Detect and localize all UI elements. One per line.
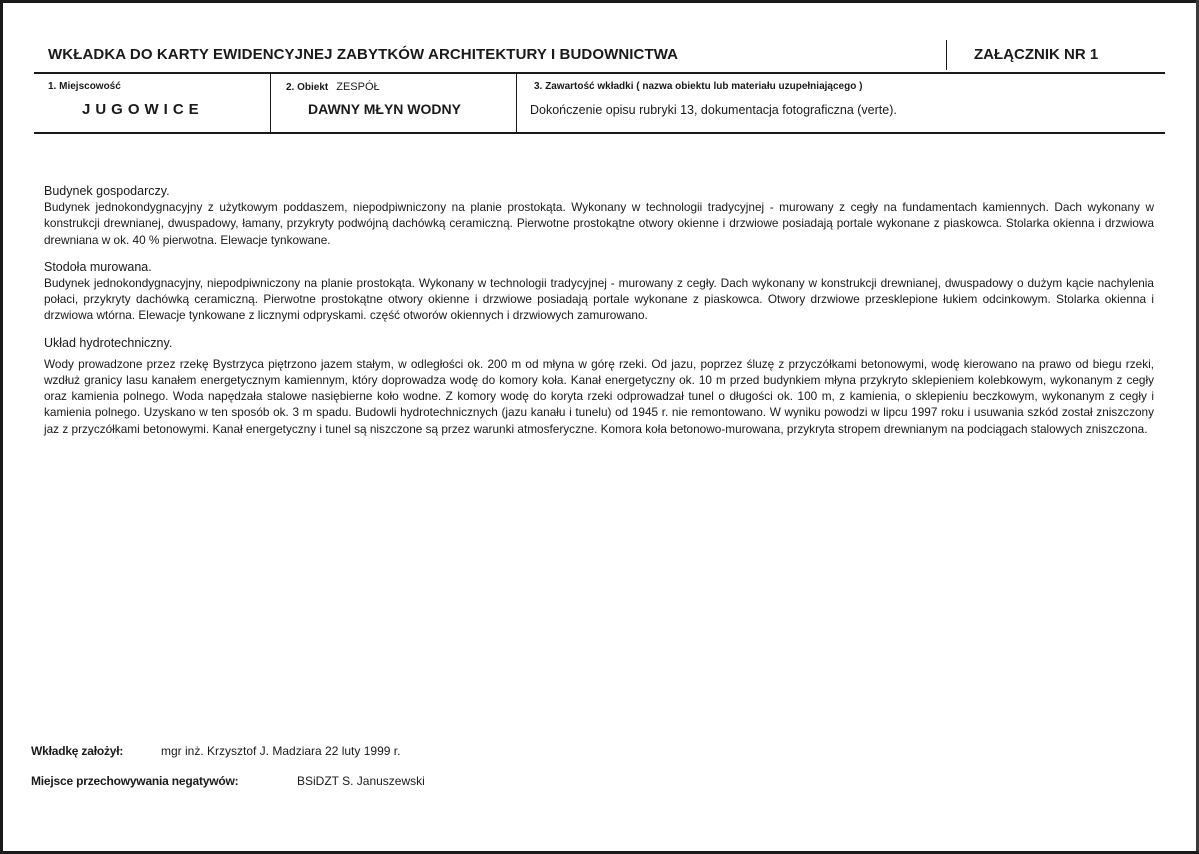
- object-label: 2. Obiekt: [286, 82, 329, 93]
- town-label: 1. Miejscowość: [48, 81, 121, 92]
- annex-number: ZAŁĄCZNIK NR 1: [974, 46, 1099, 63]
- contents-value: Dokończenie opisu rubryki 13, dokumentacja fotograficzna (verte).: [530, 103, 897, 117]
- form-title: WKŁADKA DO KARTY EWIDENCYJNEJ ZABYTKÓW ARCHITEKTURY I BUDOWNICTWA: [48, 46, 679, 63]
- header-rule: [34, 72, 1165, 74]
- object-label-group: [286, 81, 380, 93]
- fields-rule: [34, 132, 1165, 134]
- object-value: DAWNY MŁYN WODNY: [308, 101, 461, 117]
- storage-row: [31, 774, 425, 788]
- frame-left-border: [0, 0, 3, 854]
- section-title-farm-building: Budynek gospodarczy.: [44, 184, 170, 198]
- field-divider-2: [516, 73, 517, 133]
- field-divider-1: [270, 73, 271, 133]
- town-value: JUGOWICE: [82, 101, 204, 118]
- section-body-farm-building: Budynek jednokondygnacyjny z użytkowym poddaszem, niepodpiwniczony na planie prostokąta. Wykonany w technologii tradycyjnej - murowany z cegły na fundamentach kamiennych. Dach wykonany w konstrukcji drewnianej, dwuspadowy, łamany, przykryty podwójną dachówką ceramiczną. Pierwotne prostokątne otwory okienne i drzwiowe posiadają portale wykonane z piaskowca. Stolarka okienna i drzwiowa drewniana w ok. 40 % pierwotna. Elewacje tynkowane.: [44, 200, 1154, 247]
- header-divider: [946, 40, 947, 70]
- storage-value: BSiDZT S. Januszewski: [297, 774, 425, 788]
- storage-label: Miejsce przechowywania negatywów:: [31, 774, 239, 788]
- section-title-barn: Stodoła murowana.: [44, 259, 152, 274]
- description-body: [44, 183, 1154, 437]
- frame-top-border: [0, 0, 1199, 3]
- section-body-hydro: Wody prowadzone przez rzekę Bystrzyca piętrzono jazem stałym, w odległości ok. 200 m od młyna w górę rzeki. Od jazu, poprzez śluzę z przyczółkami betonowymi, wodę kierowano na prawo od biegu rzeki, wzdłuż granicy lasu kanałem energetycznym kamiennym, który doprowadza wodę do komory koła. Kanał energetyczny ok. 10 m przed budynkiem młyna przykryto sklepieniem kolebkowym, wykonanym z cegły oraz kamienia polnego. Woda napędzała stalowe nasiębierne koło wodne. Z komory wodę do koryta rzeki odprowadzał tunel o długości ok. 100 m, z kamienia, o sklepieniu beczkowym, wykonanym z cegły i kamienia polnego. Uzyskano w ten sposób ok. 3 m spadu. Budowli hydrotechnicznych (jazu kanału i tunelu) od 1945 r. nie remontowano. W wyniku powodzi w lipcu 1997 roku i usuwania szkód został zniszczony jaz z przyczółkami betonowymi. Kanał energetyczny i tunel są niszczone są przez warunki atmosferyczne. Komora koła betonowo-murowana, przykryta stropem drewnianym na podciągach stalowych zniszczona.: [44, 356, 1154, 436]
- author-label: Wkładkę założył:: [31, 744, 124, 758]
- contents-label: 3. Zawartość wkładki ( nazwa obiektu lub materiału uzupełniającego ): [534, 81, 863, 92]
- section-body-barn: Budynek jednokondygnacyjny, niepodpiwniczony na planie prostokąta. Wykonany w technologii tradycyjnej - murowany z cegły. Dach wykonany w konstrukcji drewnianej, dwuspadowy o dużym kącie nachylenia połaci, przykryty dachówką ceramiczną. Pierwotne prostokątne otwory okienne i drzwiowe posiadają portale wykonane z piaskowca. Otwory drzwiowe przesklepione łukiem odcinkowym. Stolarka okienna i drzwiowa wtórna. Elewacje tynkowane z licznymi odpryskami. część otworów okiennych i drzwiowych zamurowano.: [44, 276, 1154, 323]
- object-type: ZESPÓŁ: [336, 81, 380, 93]
- author-value: mgr inż. Krzysztof J. Madziara 22 luty 1999 r.: [161, 744, 401, 758]
- author-row: [31, 744, 401, 758]
- section-title-hydro: Układ hydrotechniczny.: [44, 335, 173, 350]
